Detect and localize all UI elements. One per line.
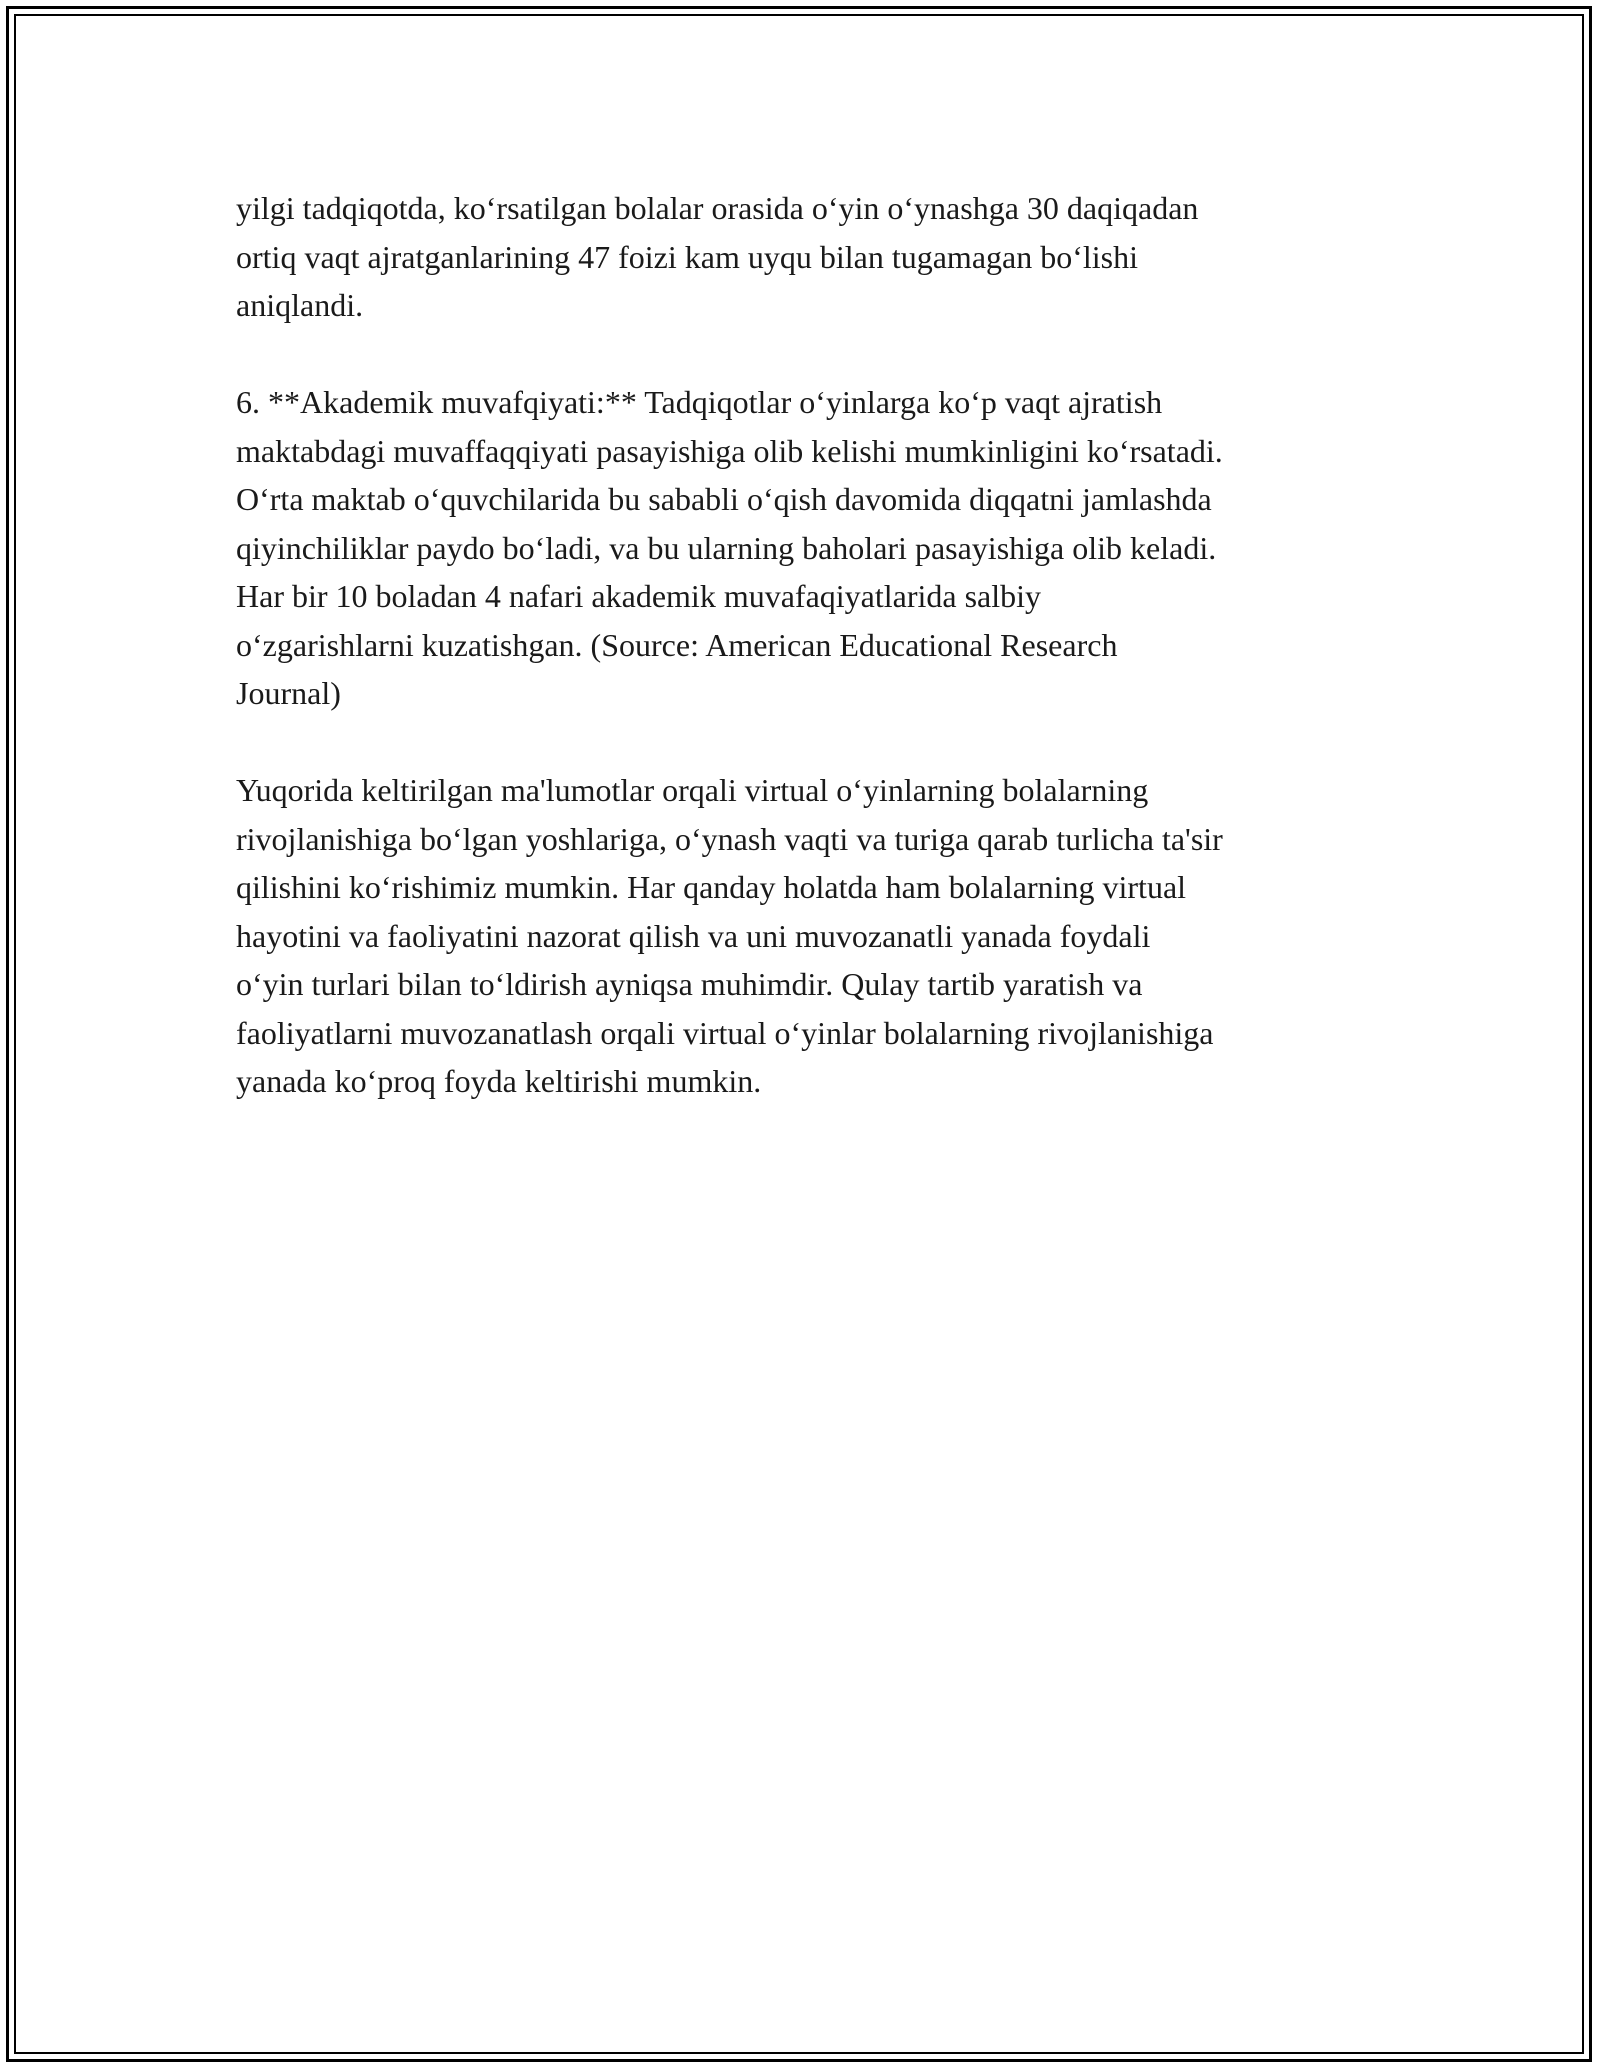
text-line: qiyinchiliklar paydo boʻladi, va bu ularning baholari pasayishiga olib keladi. <box>236 529 1217 566</box>
text-line: Har bir 10 boladan 4 nafari akademik muvafaqiyatlarida salbiy <box>236 578 1042 614</box>
text-line: Yuqorida keltirilgan ma'lumotlar orqali virtual oʻyinlarning bolalarning <box>236 772 1149 808</box>
paragraph-conclusion <box>236 766 1376 1106</box>
text-line: yilgi tadqiqotda, koʻrsatilgan bolalar orasida oʻyin oʻynashga 30 daqiqadan <box>236 190 1199 226</box>
text-line: oʻzgarishlarni kuzatishgan. (Source: American Educational Research <box>236 626 1118 663</box>
text-line: maktabdagi muvaffaqqiyati pasayishiga olib kelishi mumkinligini koʻrsatadi. <box>236 432 1223 469</box>
text-line: Journal) <box>236 675 341 711</box>
text-line: faoliyatlarni muvozanatlash orqali virtual oʻyinlar bolalarning rivojlanishiga <box>236 1014 1214 1051</box>
paragraph-academic-success <box>236 378 1376 718</box>
paragraph-sleep-findings <box>236 184 1376 330</box>
text-line: yanada koʻproq foyda keltirishi mumkin. <box>236 1063 762 1099</box>
text-line: rivojlanishiga boʻlgan yoshlariga, oʻynash vaqti va turiga qarab turlicha ta'sir <box>236 820 1223 857</box>
text-line: qilishini koʻrishimiz mumkin. Har qanday holatda ham bolalarning virtual <box>236 869 1187 905</box>
text-line: 6. **Akademik muvafqiyati:** Tadqiqotlar oʻyinlarga koʻp vaqt ajratish <box>236 384 1163 420</box>
text-line: Oʻrta maktab oʻquvchilarida bu sababli oʻqish davomida diqqatni jamlashda <box>236 481 1212 517</box>
document-body <box>236 184 1376 1154</box>
text-line: ortiq vaqt ajratganlarining 47 foizi kam uyqu bilan tugamagan boʻlishi <box>236 238 1138 275</box>
text-line: oʻyin turlari bilan toʻldirish ayniqsa muhimdir. Qulay tartib yaratish va <box>236 966 1143 1002</box>
text-line: hayotini va faoliyatini nazorat qilish va uni muvozanatli yanada foydali <box>236 917 1151 954</box>
text-line: aniqlandi. <box>236 287 364 323</box>
